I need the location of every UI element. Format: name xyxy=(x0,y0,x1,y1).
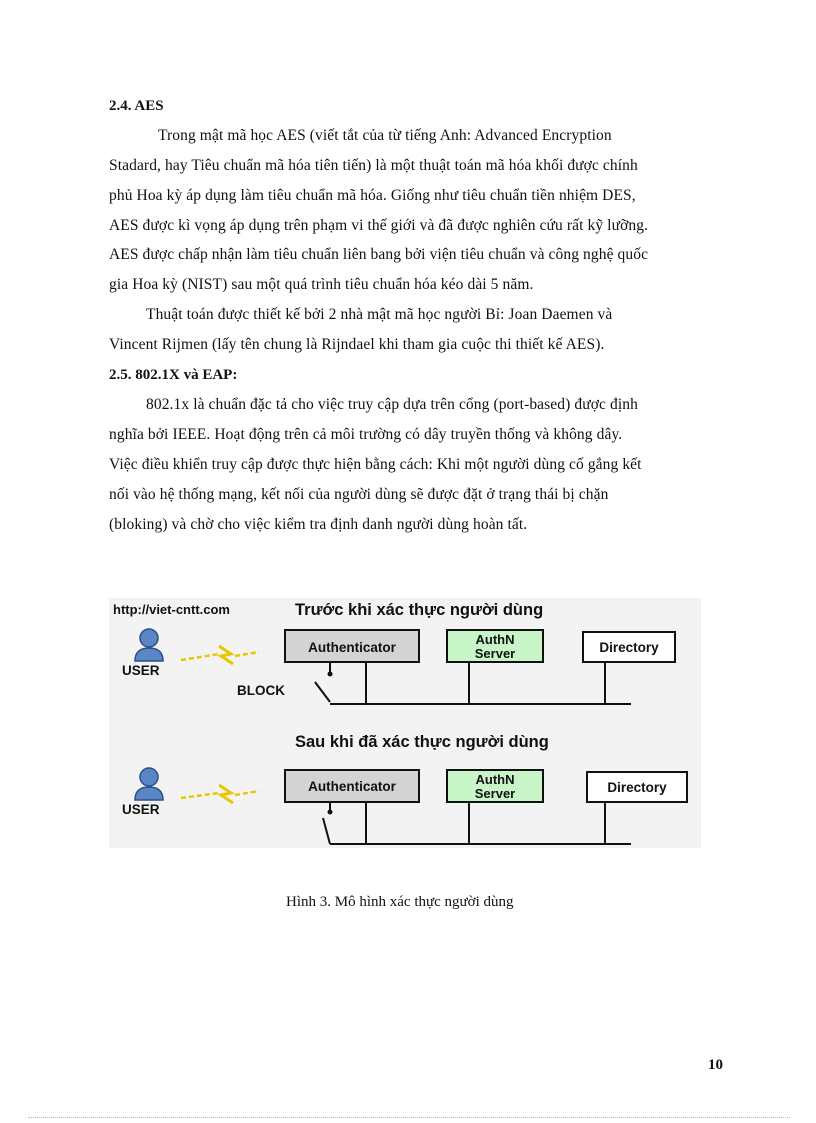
directory-box xyxy=(587,772,687,802)
page-bottom-rule xyxy=(28,1117,790,1118)
network-bus xyxy=(330,662,631,704)
paragraph-line: Vincent Rijmen (lấy tên chung là Rijndael khi tham gia cuộc thi thiết kế AES). xyxy=(109,336,605,353)
user-label: USER xyxy=(122,663,160,678)
paragraph-line: Stadard, hay Tiêu chuẩn mã hóa tiên tiến) là một thuật toán mã hóa khối được chính xyxy=(109,157,638,174)
figure-caption: Hình 3. Mô hình xác thực người dùng xyxy=(286,894,514,910)
paragraph-line: Thuật toán được thiết kế bởi 2 nhà mật mã học người Bỉ: Joan Daemen và xyxy=(146,306,613,323)
authentication-diagram xyxy=(109,598,701,848)
wireless-link-icon xyxy=(181,785,259,803)
paragraph-line: 802.1x là chuẩn đặc tả cho việc truy cập dựa trên cổng (port-based) được định xyxy=(146,396,638,413)
user-icon xyxy=(135,768,163,800)
user-label: USER xyxy=(122,802,160,817)
paragraph-line: gia Hoa kỳ (NIST) sau một quá trình tiêu chuẩn hóa kéo dài 5 năm. xyxy=(109,276,534,293)
svg-text:Directory: Directory xyxy=(607,780,667,795)
authenticator-box xyxy=(285,770,419,802)
after-title: Sau khi đã xác thực người dùng xyxy=(295,733,549,751)
svg-text:Server: Server xyxy=(474,786,516,801)
before-title: Trước khi xác thực người dùng xyxy=(295,601,544,619)
block-label: BLOCK xyxy=(237,683,285,698)
closed-switch-icon xyxy=(323,802,333,844)
svg-text:Authenticator: Authenticator xyxy=(308,779,396,794)
figure-url: http://viet-cntt.com xyxy=(113,602,230,617)
page-number: 10 xyxy=(708,1057,723,1073)
authn-server-box xyxy=(447,630,543,662)
paragraph-line: Trong mật mã học AES (viết tắt của từ tiếng Anh: Advanced Encryption xyxy=(158,127,612,144)
svg-text:Directory: Directory xyxy=(599,640,659,655)
authn-server-box xyxy=(447,770,543,802)
network-bus xyxy=(330,802,631,844)
paragraph-line: AES được chấp nhận làm tiêu chuẩn liên bang bởi viện tiêu chuẩn và công nghệ quốc xyxy=(109,246,649,263)
directory-box xyxy=(583,632,675,662)
paragraph-line: phủ Hoa kỳ áp dụng làm tiêu chuẩn mã hóa. Giống như tiêu chuẩn tiền nhiệm DES, xyxy=(109,187,636,204)
svg-text:AuthN: AuthN xyxy=(475,632,515,647)
paragraph-line: (bloking) và chờ cho việc kiểm tra định danh người dùng hoàn tất. xyxy=(109,516,528,533)
section-heading-aes: 2.4. AES xyxy=(109,98,164,114)
user-icon xyxy=(135,629,163,661)
paragraph-line: Việc điều khiển truy cập được thực hiện bằng cách: Khi một người dùng cố gắng kết xyxy=(109,456,642,473)
paragraph-line: nối vào hệ thống mạng, kết nối của người dùng sẽ được đặt ở trạng thái bị chặn xyxy=(109,486,609,503)
paragraph-line: nghĩa bởi IEEE. Hoạt động trên cả môi trường có dây truyền thống và không dây. xyxy=(109,426,623,443)
section-heading-8021x: 2.5. 802.1X và EAP: xyxy=(109,367,238,383)
svg-text:Server: Server xyxy=(474,646,516,661)
svg-text:AuthN: AuthN xyxy=(475,772,515,787)
open-switch-icon xyxy=(315,662,333,702)
wireless-link-icon xyxy=(181,646,259,664)
paragraph-line: AES được kì vọng áp dụng trên phạm vi thế giới và đã được nghiên cứu rất kỹ lưỡng. xyxy=(109,217,649,234)
authentication-figure xyxy=(109,598,701,848)
authenticator-box xyxy=(285,630,419,662)
svg-text:Authenticator: Authenticator xyxy=(308,640,396,655)
